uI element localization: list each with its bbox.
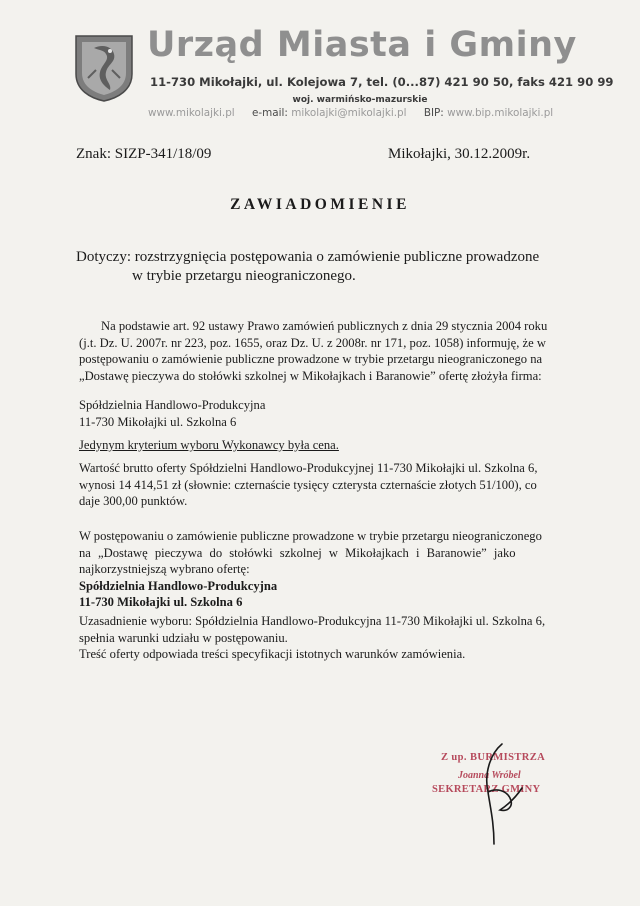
paragraph-line: W postępowaniu o zamówienie publiczne prowadzone w trybie przetargu nieograniczonego bbox=[79, 529, 542, 543]
office-region: woj. warmińsko-mazurskie bbox=[292, 95, 428, 105]
email-link[interactable]: mikolajki@mikolajki.pl bbox=[291, 107, 407, 119]
paragraph-line: (j.t. Dz. U. 2007r. nr 223, poz. 1655, oraz Dz. U. z 2008r. nr 171, poz. 1058) informuję, że w bbox=[79, 335, 546, 350]
document-heading: ZAWIADOMIENIE bbox=[230, 196, 410, 213]
paragraph-justification bbox=[79, 613, 565, 663]
paragraph-line: Treść oferty odpowiada treści specyfikacji istotnych warunków zamówienia. bbox=[79, 647, 466, 661]
winner-address: 11-730 Mikołajki ul. Szkolna 6 bbox=[79, 595, 243, 609]
handwritten-signature bbox=[410, 740, 570, 850]
bidder-address: 11-730 Mikołajki ul. Szkolna 6 bbox=[79, 414, 237, 429]
paragraph-line: daje 300,00 punktów. bbox=[79, 494, 188, 508]
subject-line-1: Dotyczy: rozstrzygnięcia postępowania o zamówienie publiczne prowadzone bbox=[76, 249, 540, 265]
winner-name: Spółdzielnia Handlowo-Produkcyjna bbox=[79, 578, 278, 593]
paragraph-line: Wartość brutto oferty Spółdzielni Handlowo-Produkcyjnej 11-730 Mikołajki ul. Szkolna 6, bbox=[79, 461, 538, 475]
criterion-note bbox=[79, 437, 565, 454]
paragraph-line: postępowaniu o zamówienie publiczne prowadzone w trybie przetargu nieograniczonego na bbox=[79, 352, 543, 366]
office-name: Urząd Miasta i Gminy bbox=[147, 25, 577, 65]
paragraph-offer-value bbox=[79, 460, 565, 510]
coat-of-arms-icon bbox=[74, 34, 134, 102]
paragraph-line: spełnia warunki udziału w postępowaniu. bbox=[79, 630, 288, 645]
contact-line bbox=[148, 107, 553, 119]
paragraph-legal-basis bbox=[79, 318, 565, 384]
website-link[interactable]: www.mikolajki.pl bbox=[148, 107, 235, 119]
paragraph-line: na „Dostawę pieczywa do stołówki szkolnej w Mikołajkach i Baranowie” jako bbox=[79, 545, 516, 560]
paragraph-line: Na podstawie art. 92 ustawy Prawo zamówień publicznych z dnia 29 stycznia 2004 roku bbox=[101, 319, 548, 333]
paragraph-selection bbox=[79, 528, 565, 611]
paragraph-line: wynosi 14 414,51 zł (słownie: czternaście tysięcy czterysta czternaście złotych 51/100), co bbox=[79, 477, 537, 492]
subject-line-2: w trybie przetargu nieograniczonego. bbox=[132, 268, 356, 284]
criterion-text: Jedynym kryterium wyboru Wykonawcy była cena. bbox=[79, 438, 339, 452]
bip-label: BIP: bbox=[423, 107, 444, 119]
stamp-signer: Joanna Wróbel bbox=[458, 770, 521, 781]
paragraph-line: najkorzystniejszą wybrano ofertę: bbox=[79, 562, 250, 576]
office-address: 11-730 Mikołajki, ul. Kolejowa 7, tel. (0...87) 421 90 50, faks 421 90 99 bbox=[150, 75, 614, 89]
email-label: e-mail: bbox=[252, 107, 288, 119]
reference-number: Znak: SIZP-341/18/09 bbox=[76, 146, 212, 162]
paragraph-line: Uzasadnienie wyboru: Spółdzielnia Handlowo-Produkcyjna 11-730 Mikołajki ul. Szkolna 6, bbox=[79, 614, 546, 628]
bip-link[interactable]: www.bip.mikolajki.pl bbox=[447, 107, 554, 119]
bidder-name: Spółdzielnia Handlowo-Produkcyjna bbox=[79, 398, 266, 412]
place-date: Mikołajki, 30.12.2009r. bbox=[388, 146, 531, 162]
stamp-line-3: SEKRETARZ GMINY bbox=[432, 784, 541, 795]
paragraph-line: „Dostawę pieczywa do stołówki szkolnej w Mikołajkach i Baranowie” ofertę złożyła firma: bbox=[79, 368, 542, 383]
bidder-block bbox=[79, 397, 565, 430]
stamp-line-1: Z up. BURMISTRZA bbox=[441, 752, 546, 763]
